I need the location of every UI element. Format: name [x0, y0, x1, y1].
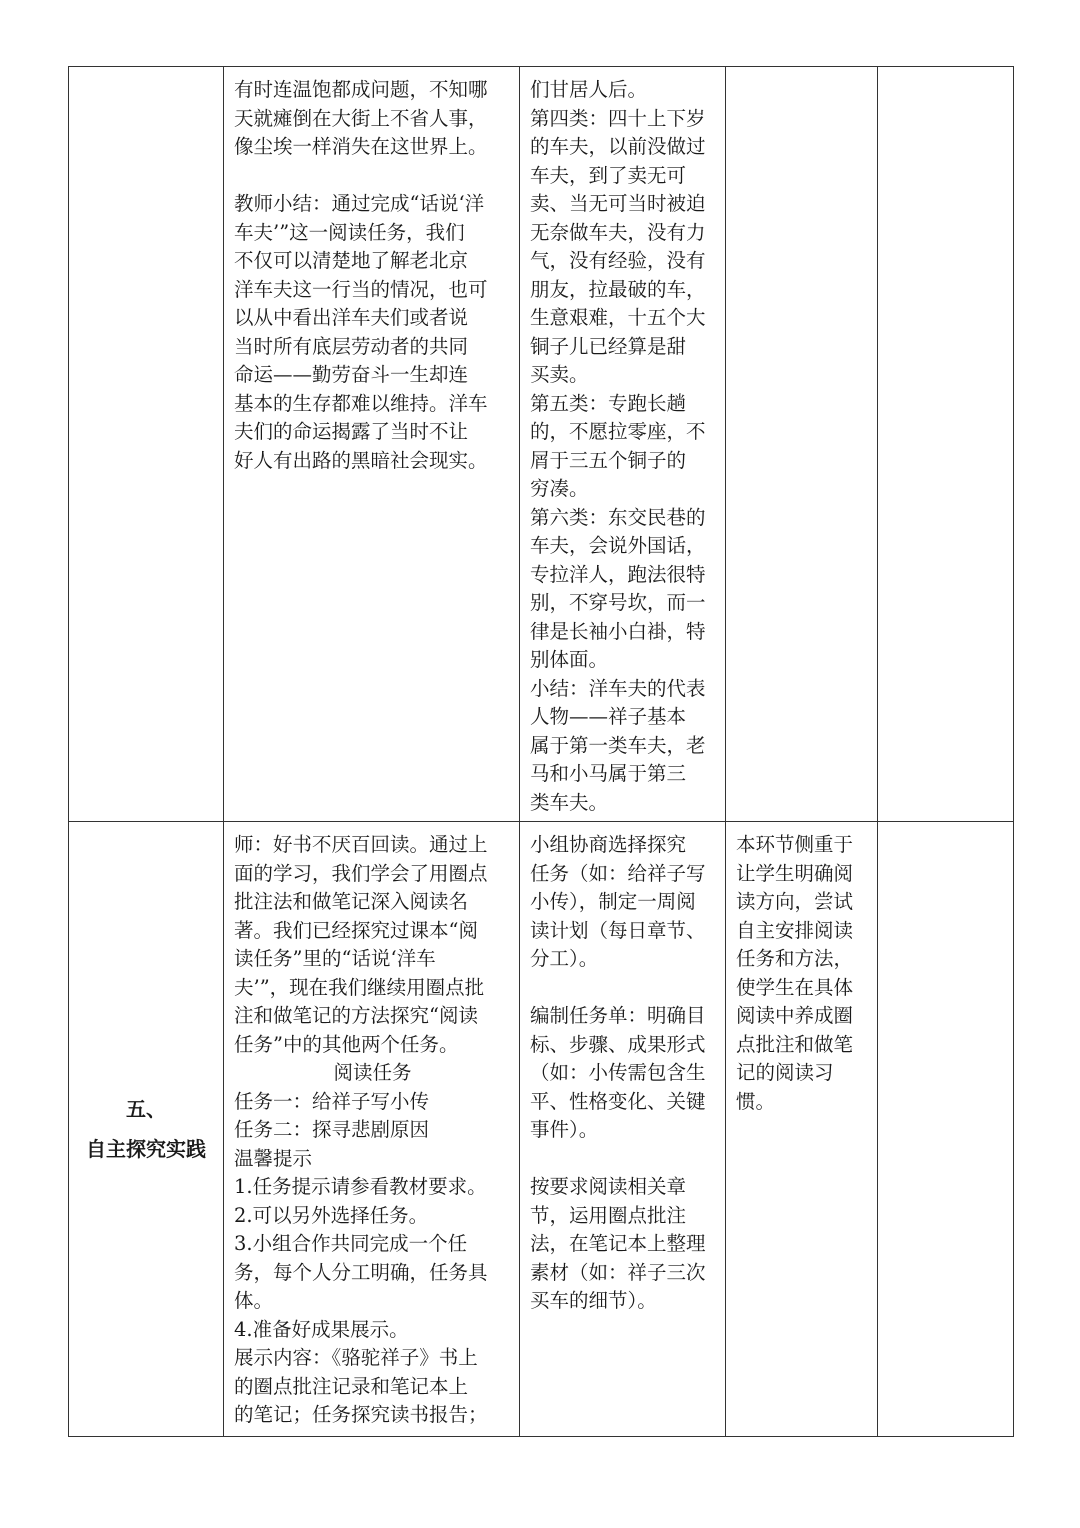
text-line: 读任务”里的“话说‘洋车: [234, 947, 436, 970]
text-line: 的，不愿拉零座，不: [530, 420, 706, 443]
text-line: 编制任务单：明确目: [530, 1004, 706, 1027]
student-activity-cell: [520, 822, 726, 1437]
text-line: 小传），制定一周阅: [530, 890, 696, 913]
text-line: 们甘居人后。: [530, 78, 648, 101]
text-line: 的车夫，以前没做过: [530, 135, 706, 158]
text-line: 自主安排阅读: [736, 918, 854, 942]
text-line: 惯。: [736, 1089, 776, 1113]
notes-cell: [878, 822, 1014, 1437]
paragraph: [234, 76, 511, 162]
text-line: 属于第一类车夫，老: [530, 733, 706, 757]
text-line: 无奈做车夫，没有力: [530, 220, 706, 244]
text-line: 买车的细节）。: [530, 1289, 657, 1312]
text-line: 面的学习，我们学会了用圈点: [234, 861, 488, 885]
text-line: 任务（如：给祥子写: [530, 861, 706, 885]
text-line: 事件）。: [530, 1118, 599, 1141]
stage-cell: [69, 822, 224, 1437]
text-line: 读方向，尝试: [736, 890, 854, 913]
text-line: 本环节侧重于: [736, 833, 854, 856]
text-line: 点批注和做笔: [736, 1032, 854, 1056]
text-line: 第四类：四十上下岁: [530, 106, 706, 130]
paragraph: [530, 1173, 717, 1316]
text-line: 车夫，到了卖无可: [530, 163, 687, 187]
text-line: 命运——勤劳奋斗一生却连: [234, 363, 469, 386]
text-line: 任务”中的其他两个任务。: [234, 1032, 459, 1056]
paragraph: [234, 831, 511, 1059]
text-line: 夫们的命运揭露了当时不让: [234, 420, 469, 443]
text-line: 2.可以另外选择任务。: [234, 1203, 429, 1227]
text-line: 3.小组合作共同完成一个任: [234, 1232, 468, 1255]
text-line: 卖、当无可当时被迫: [530, 192, 706, 215]
text-line: 平、性格变化、关键: [530, 1089, 706, 1113]
text-line: 基本的生存都难以维持。洋车: [234, 391, 488, 415]
text-line: 小组协商选择探究: [530, 833, 687, 856]
teacher-activity-cell: [224, 822, 520, 1437]
text-line: 任务二：探寻悲剧原因: [234, 1118, 430, 1141]
text-line: 著。我们已经探究过课本“阅: [234, 918, 478, 942]
design-intent-cell: [726, 822, 878, 1437]
text-line: 教师小结：通过完成“话说‘洋: [234, 192, 485, 215]
stage-cell: [69, 67, 224, 822]
reading-task-heading: 阅读任务: [333, 1061, 412, 1084]
stage-number: 五、: [126, 1097, 166, 1121]
paragraph: [530, 1002, 717, 1145]
lesson-plan-table: [68, 66, 1014, 1437]
text-line: 小结：洋车夫的代表: [530, 676, 706, 700]
text-line: 朋友，拉最破的车，: [530, 277, 706, 301]
text-line: 夫’”，现在我们继续用圈点批: [234, 975, 485, 999]
text-line: 洋车夫这一行当的情况，也可: [234, 277, 488, 301]
text-line: 阅读中养成圈: [736, 1004, 854, 1027]
text-line: 务，每个人分工明确，任务具: [234, 1260, 488, 1284]
text-line: 任务一：给祥子写小传: [234, 1089, 430, 1113]
text-line: 使学生在具体: [736, 975, 854, 999]
text-line: 师：好书不厌百回读。通过上: [234, 833, 488, 856]
text-line: 第六类：东交民巷的: [530, 505, 706, 529]
text-line: 标、步骤、成果形式: [530, 1032, 706, 1056]
paragraph: [530, 831, 717, 974]
text-line: 车夫，会说外国话，: [530, 534, 706, 557]
text-line: 律是长袖小白褂，特: [530, 619, 706, 643]
text-line: 节，运用圈点批注: [530, 1203, 687, 1227]
notes-cell: [878, 67, 1014, 822]
text-line: 别，不穿号坎，而一: [530, 591, 706, 614]
text-line: 生意艰难，十五个大: [530, 306, 706, 329]
text-line: 马和小马属于第三: [530, 762, 687, 785]
text-line: 车夫’”这一阅读任务，我们: [234, 220, 465, 244]
text-line: 以从中看出洋车夫们或者说: [234, 306, 469, 329]
text-line: 按要求阅读相关章: [530, 1175, 687, 1198]
paragraph: [736, 831, 869, 1116]
table-row: [69, 67, 1014, 822]
text-line: 任务和方法，: [736, 947, 854, 970]
text-line: 有时连温饱都成问题，不知哪: [234, 78, 488, 101]
text-line: 体。: [234, 1289, 274, 1312]
text-line: 别体面。: [530, 648, 609, 671]
text-line: 分工）。: [530, 947, 599, 970]
teacher-summary: [234, 190, 511, 475]
text-line: 屑于三五个铜子的: [530, 448, 687, 472]
text-line: 好人有出路的黑暗社会现实。: [234, 448, 488, 472]
text-line: 4.准备好成果展示。: [234, 1317, 409, 1341]
text-line: 第五类：专跑长趟: [530, 391, 687, 415]
text-line: 类车夫。: [530, 790, 609, 814]
text-line: 读计划（每日章节、: [530, 918, 706, 942]
text-line: 记的阅读习: [736, 1061, 834, 1084]
text-line: 展示内容：《骆驼祥子》书上: [234, 1346, 478, 1369]
text-line: 1.任务提示请参看教材要求。: [234, 1175, 487, 1198]
text-line: 法，在笔记本上整理: [530, 1232, 706, 1255]
text-line: 的笔记；任务探究读书报告；: [234, 1403, 488, 1426]
student-activity-cell: [520, 67, 726, 822]
text-line: 专拉洋人，跑法很特: [530, 562, 706, 586]
text-line: 当时所有底层劳动者的共同: [234, 334, 469, 358]
text-line: 像尘埃一样消失在这世界上。: [234, 135, 488, 158]
text-line: 不仅可以清楚地了解老北京: [234, 249, 469, 272]
text-line: 素材（如：祥子三次: [530, 1260, 706, 1284]
teacher-activity-cell: [224, 67, 520, 822]
task-list: [234, 1088, 511, 1430]
paragraph: [530, 76, 717, 817]
text-line: （如：小传需包含生: [530, 1061, 706, 1084]
text-line: 气，没有经验，没有: [530, 249, 706, 272]
text-line: 让学生明确阅: [736, 861, 854, 885]
design-intent-cell: [726, 67, 878, 822]
text-line: 人物——祥子基本: [530, 705, 687, 728]
text-line: 注和做笔记的方法探究“阅读: [234, 1004, 478, 1027]
table-row: [69, 822, 1014, 1437]
text-line: 天就瘫倒在大街上不省人事，: [234, 106, 488, 130]
text-line: 买卖。: [530, 363, 589, 386]
text-line: 铜子儿已经算是甜: [530, 334, 687, 358]
stage-title: 自主探究实践: [86, 1137, 206, 1161]
text-line: 批注法和做笔记深入阅读名: [234, 890, 469, 913]
text-line: 温馨提示: [234, 1146, 313, 1170]
text-line: 穷凑。: [530, 477, 589, 500]
text-line: 的圈点批注记录和笔记本上: [234, 1374, 469, 1398]
